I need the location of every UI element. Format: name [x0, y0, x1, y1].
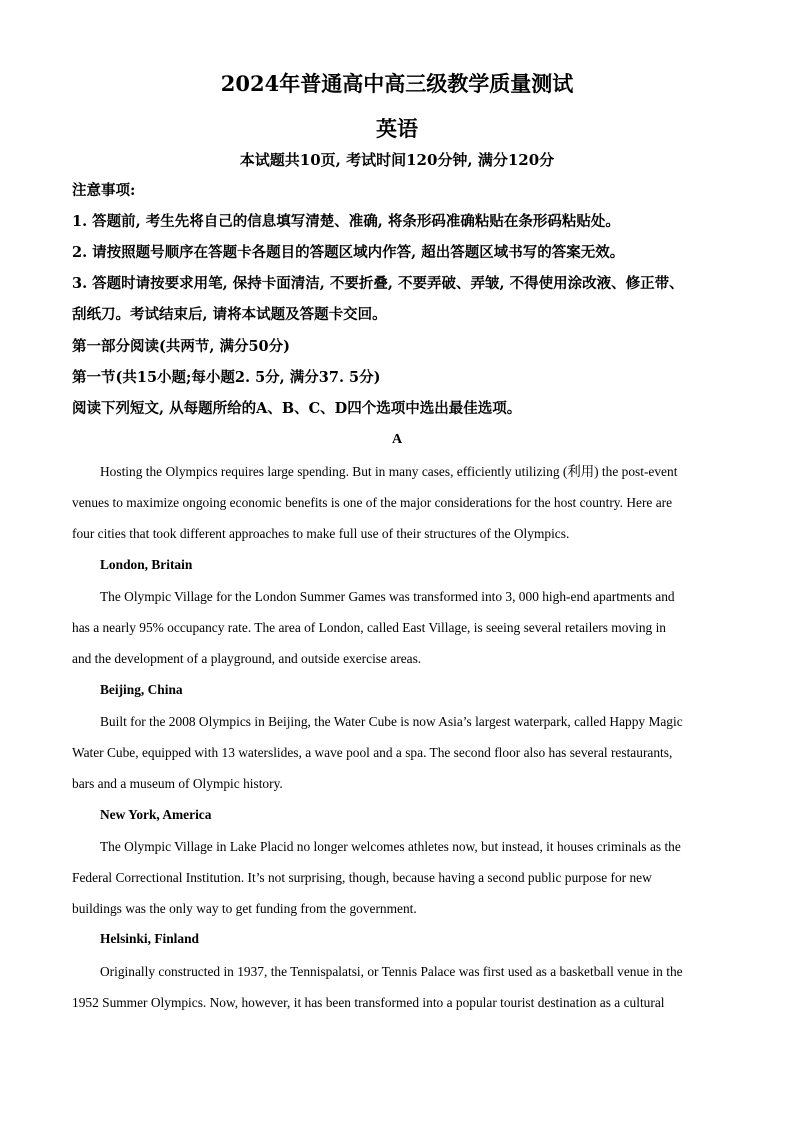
intro-line-2: venues to maximize ongoing economic benefits is one of the major considerations for the host country. Here are	[72, 495, 673, 510]
beijing-line-2: Water Cube, equipped with 13 waterslides, a wave pool and a spa. The second floor also has several restaurants,	[72, 745, 673, 760]
part-title: 第一部分阅读(共两节, 满分50分)	[72, 338, 290, 355]
newyork-line-2: Federal Correctional Institution. It’s not surprising, though, because having a second public purpose for new	[72, 870, 652, 885]
notice-heading: 注意事项:	[72, 182, 136, 199]
london-line-3: and the development of a playground, and outside exercise areas.	[72, 651, 422, 666]
exam-title: 2024年普通高中高三级教学质量测试	[220, 71, 574, 96]
newyork-line-3: buildings was the only way to get funding from the government.	[72, 901, 417, 916]
newyork-line-1: The Olympic Village in Lake Placid no longer welcomes athletes now, but instead, it houses criminals as the	[100, 839, 681, 854]
city-heading-helsinki: Helsinki, Finland	[100, 931, 199, 946]
passage-label: A	[391, 432, 403, 447]
city-heading-beijing: Beijing, China	[100, 682, 183, 697]
notice-item-3: 3. 答题时请按要求用笔, 保持卡面清洁, 不要折叠, 不要弄破、弄皱, 不得使用涂改液、修正带、	[72, 275, 684, 292]
london-line-1: The Olympic Village for the London Summer Games was transformed into 3, 000 high-end apartments and	[100, 589, 675, 604]
london-line-2: has a nearly 95% occupancy rate. The area of London, called East Village, is seeing several retailers moving in	[72, 620, 666, 635]
notice-item-3-cont: 刮纸刀。考试结束后, 请将本试题及答题卡交回。	[72, 306, 387, 323]
city-heading-london: London, Britain	[100, 557, 193, 572]
exam-info: 本试题共10页, 考试时间120分钟, 满分120分	[239, 151, 555, 169]
section-title: 第一节(共15小题;每小题2. 5分, 满分37. 5分)	[72, 369, 381, 386]
section-instruction: 阅读下列短文, 从每题所给的A、B、C、D四个选项中选出最佳选项。	[72, 400, 522, 417]
helsinki-line-2: 1952 Summer Olympics. Now, however, it has been transformed into a popular tourist destination as a cultural	[72, 995, 665, 1010]
beijing-line-1: Built for the 2008 Olympics in Beijing, the Water Cube is now Asia’s largest waterpark, called Happy Magic	[100, 714, 683, 729]
notice-item-2: 2. 请按照题号顺序在答题卡各题目的答题区域内作答, 超出答题区域书写的答案无效。	[72, 244, 625, 261]
subject-title: 英语	[376, 116, 418, 141]
beijing-line-3: bars and a museum of Olympic history.	[72, 776, 283, 791]
helsinki-line-1: Originally constructed in 1937, the Tennispalatsi, or Tennis Palace was first used as a basketball venue in the	[100, 964, 683, 979]
notice-item-1: 1. 答题前, 考生先将自己的信息填写清楚、准确, 将条形码准确粘贴在条形码粘贴处。	[72, 213, 620, 230]
intro-line-1: Hosting the Olympics requires large spending. But in many cases, efficiently utilizing (利用) the post-event	[100, 464, 678, 479]
city-heading-newyork: New York, America	[100, 807, 212, 822]
intro-line-3: four cities that took different approaches to make full use of their structures of the Olympics.	[72, 526, 570, 541]
